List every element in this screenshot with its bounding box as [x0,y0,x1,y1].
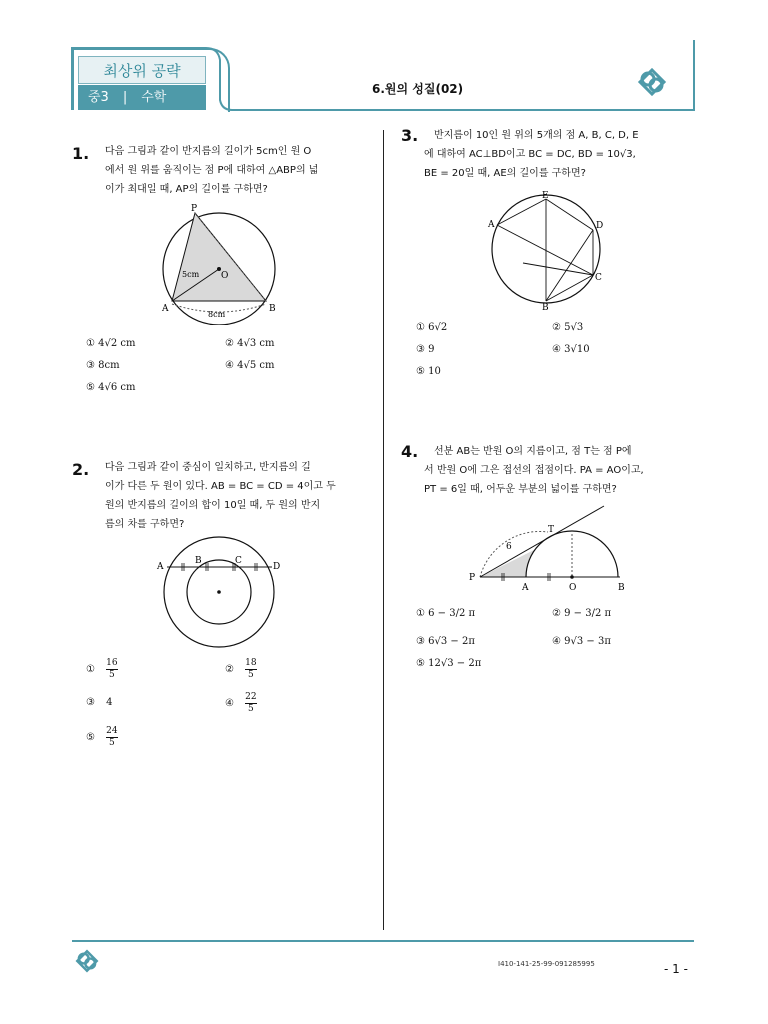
question-3-figure [483,188,613,313]
fig1-label-o: O [221,271,229,281]
question-4-option[interactable]: ② 9 − 3/2 π [552,608,612,619]
fraction-denominator: 5 [248,704,254,714]
question-2-line: 름의 차를 구하면? [105,519,185,530]
fig2-label-c: C [235,556,242,566]
option-mark: ③ [86,697,95,708]
page-number: - 1 - [664,962,688,976]
question-3-line: BE = 20일 때, AE의 길이를 구하면? [424,168,586,179]
chapter-title: 6.원의 성질(02) [372,82,464,96]
question-1-line: 이가 최대일 때, AP의 길이를 구하면? [105,184,268,195]
grade-label: 중3 [88,90,109,105]
fraction-numerator: 18 [245,658,257,668]
footer-logo-icon [74,948,100,974]
fraction-numerator: 22 [245,692,257,702]
question-1-option[interactable]: ⑤ 4√6 cm [86,382,136,393]
question-3-option[interactable]: ① 6√2 [416,322,448,333]
question-1-option[interactable]: ③ 8cm [86,360,120,371]
fig4-label-six: 6 [506,542,512,552]
question-2-number: 2. [72,460,90,479]
fig1-label-a: A [162,304,169,314]
grade-separator: | [122,90,128,105]
question-2-line: 다음 그림과 같이 중심이 일치하고, 반지름의 길 [105,462,311,473]
question-3-line: 에 대하여 AC⊥BD이고 BC = DC, BD = 10√3, [424,149,636,160]
question-3-option[interactable]: ④ 3√10 [552,344,590,355]
column-divider [383,130,384,930]
fig4-label-a: A [522,583,529,593]
fig3-label-c: C [595,273,602,283]
fraction-numerator: 16 [106,658,118,668]
question-3-option[interactable]: ③ 9 [416,344,435,355]
question-1-line: 다음 그림과 같이 반지름의 길이가 5cm인 원 O [105,146,312,157]
question-1-figure [150,200,290,325]
fig1-label-radius: 5cm [182,270,200,279]
fig3-label-a: A [488,220,495,230]
question-1-option[interactable]: ① 4√2 cm [86,338,136,349]
fig4-label-o: O [569,583,577,593]
document-code: I410-141-25-99-091285995 [498,960,595,968]
question-2-figure [155,535,285,650]
header-subtitle [78,85,206,110]
fraction-denominator: 5 [109,670,115,680]
question-4-option[interactable]: ③ 6√3 − 2π [416,636,475,647]
fraction-numerator: 24 [106,726,118,736]
question-4-figure [464,504,639,594]
question-2-text [105,458,370,534]
subject-label: 수학 [141,90,167,105]
question-4-option[interactable]: ⑤ 12√3 − 2π [416,658,482,669]
fig4-label-p: P [469,573,476,583]
question-2-line: 이가 다른 두 원이 있다. AB = BC = CD = 4이고 두 [105,481,336,492]
question-4-option[interactable]: ① 6 − 3/2 π [416,608,476,619]
fig4-label-t: T [548,525,555,535]
fig1-label-chord: 8cm [208,310,226,319]
question-3-option[interactable]: ⑤ 10 [416,366,441,377]
question-2-option[interactable] [86,726,118,749]
question-1-option[interactable]: ② 4√3 cm [225,338,275,349]
option-mark: ② [225,664,234,675]
question-4-line: PT = 6일 때, 어두운 부분의 넓이를 구하면? [424,484,617,495]
option-mark: ⑤ [86,732,95,743]
question-1-text [105,142,370,199]
question-2-option[interactable] [86,697,113,708]
question-3-text [424,126,704,183]
question-4-number: 4. [401,442,419,461]
fig3-label-d: D [596,221,604,231]
question-1-line: 에서 원 위를 움직이는 점 P에 대하여 △ABP의 넓 [105,165,319,176]
fig3-label-e: E [542,191,549,201]
question-2-option[interactable] [86,658,118,681]
option-text: 4 [106,697,113,708]
fig1-label-b: B [269,304,276,314]
question-1-number: 1. [72,144,90,163]
question-3-line: 반지름이 10인 원 위의 5개의 점 A, B, C, D, E [434,130,639,141]
question-2-option[interactable] [225,692,257,715]
option-mark: ① [86,664,95,675]
fig2-label-b: B [195,556,202,566]
fig2-label-d: D [273,562,281,572]
question-4-text [424,442,704,499]
question-3-option[interactable]: ② 5√3 [552,322,584,333]
header-title: 최상위 공략 [78,56,206,84]
question-4-option[interactable]: ④ 9√3 − 3π [552,636,611,647]
fig3-label-b: B [542,303,549,313]
question-2-option[interactable] [225,658,257,681]
option-mark: ④ [225,698,234,709]
brand-logo-icon [636,66,668,98]
question-4-line: 서 반원 O에 그은 접선의 접점이다. PA = AO이고, [424,465,644,476]
question-4-line: 선분 AB는 반원 O의 지름이고, 점 T는 점 P에 [434,446,632,457]
fraction-denominator: 5 [109,738,115,748]
fig2-label-a: A [157,562,164,572]
fig1-label-p: P [191,204,198,214]
question-2-line: 원의 반지름의 길이의 합이 10일 때, 두 원의 반지 [105,500,321,511]
question-3-number: 3. [401,126,419,145]
footer-line [72,940,694,942]
fraction-denominator: 5 [248,670,254,680]
fig4-label-b: B [618,583,625,593]
question-1-option[interactable]: ④ 4√5 cm [225,360,275,371]
